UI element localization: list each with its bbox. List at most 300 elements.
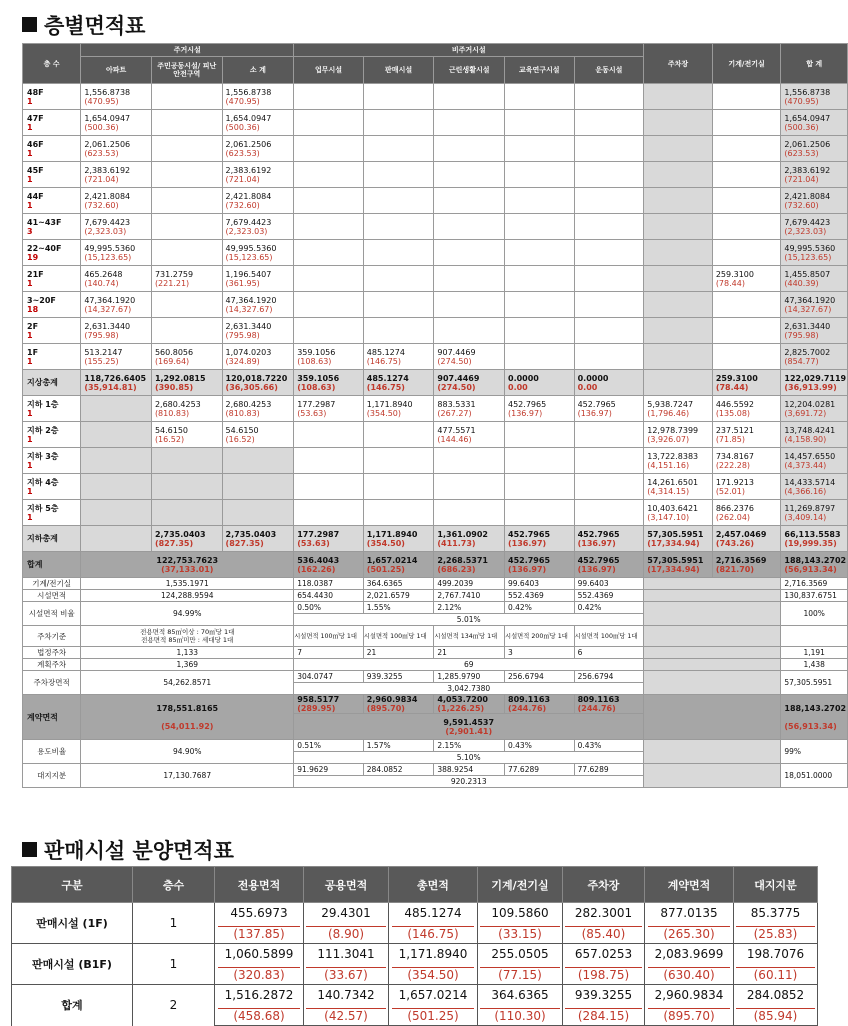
table-cell bbox=[505, 214, 575, 240]
table-cell bbox=[81, 500, 152, 526]
table-cell bbox=[81, 526, 152, 552]
table-cell: 99% bbox=[781, 740, 848, 764]
cell-value: 188,143.2702 bbox=[784, 555, 847, 565]
header-col: 주차장 bbox=[563, 867, 645, 903]
grand-total-row bbox=[23, 552, 848, 578]
table-cell bbox=[389, 964, 478, 985]
floor-label bbox=[23, 266, 81, 292]
table-cell bbox=[644, 214, 713, 240]
table-cell: 3,042.7380 bbox=[294, 683, 644, 695]
cell-value: (78.44) bbox=[715, 382, 749, 392]
table-cell: 304.0747 bbox=[294, 671, 364, 683]
header-group-nonresidential: 비주거시설 bbox=[294, 44, 644, 57]
table-cell: 1,171.8940 bbox=[389, 944, 478, 965]
table-cell bbox=[505, 695, 575, 714]
table-cell bbox=[81, 626, 294, 647]
floor-count: 1 bbox=[27, 512, 33, 522]
floor-name: 41~43F bbox=[27, 217, 62, 227]
table-cell bbox=[363, 292, 434, 318]
table-cell bbox=[389, 923, 478, 944]
table-cell bbox=[151, 318, 222, 344]
table-cell bbox=[294, 474, 364, 500]
table-cell bbox=[505, 448, 575, 474]
cell-value: (265.30) bbox=[648, 926, 730, 941]
cell-value: (274.50) bbox=[437, 382, 476, 392]
cell-value: (4,366.16) bbox=[784, 486, 827, 496]
table-cell: 552.4369 bbox=[574, 590, 644, 602]
table-cell bbox=[645, 1005, 734, 1026]
header-col: 주민공동시설/ 피난안전구역 bbox=[151, 57, 222, 84]
table-cell bbox=[505, 188, 575, 214]
table-cell bbox=[81, 188, 152, 214]
cell-value: 2,457.0469 bbox=[715, 529, 767, 539]
table-cell: 2.15% bbox=[434, 740, 505, 752]
floor-count: 1 bbox=[27, 174, 33, 184]
table-cell bbox=[294, 188, 364, 214]
table-cell bbox=[781, 695, 848, 740]
cell-value: 1,654.0947 bbox=[225, 113, 272, 123]
cell-value: 446.5592 bbox=[715, 399, 754, 409]
table-cell: 256.6794 bbox=[505, 671, 575, 683]
cell-value: 1,361.0902 bbox=[437, 529, 488, 539]
summary-label: 용도비율 bbox=[23, 740, 81, 764]
cell-value: 809.1163 bbox=[508, 695, 551, 704]
cell-value: 513.2147 bbox=[84, 347, 123, 357]
table-cell bbox=[363, 240, 434, 266]
cell-value: (155.25) bbox=[84, 356, 119, 366]
contract-row bbox=[23, 695, 848, 714]
cell-value: 866.2376 bbox=[715, 503, 754, 513]
table-cell bbox=[151, 526, 222, 552]
cell-value: 47,364.1920 bbox=[84, 295, 136, 305]
header-col: 업무시설 bbox=[294, 57, 364, 84]
cell-value: (686.23) bbox=[437, 564, 476, 574]
summary-label: 계획주차 bbox=[23, 659, 81, 671]
summary-label: 주차기준 bbox=[23, 626, 81, 647]
table-cell bbox=[644, 162, 713, 188]
table-cell bbox=[644, 695, 781, 740]
table-cell: 2.12% bbox=[434, 602, 505, 614]
cell-value: 1,455.8507 bbox=[784, 269, 831, 279]
table-cell bbox=[712, 552, 781, 578]
cell-value: 1,171.8940 bbox=[366, 399, 413, 409]
table-cell bbox=[434, 110, 505, 136]
cell-value: (3,147.10) bbox=[647, 512, 690, 522]
cell-value: 452.7965 bbox=[508, 529, 551, 539]
table-cell bbox=[712, 500, 781, 526]
cell-value: (721.04) bbox=[84, 174, 119, 184]
table-cell bbox=[363, 695, 434, 714]
table-cell bbox=[712, 448, 781, 474]
cell-value: (16.52) bbox=[225, 434, 255, 444]
table-cell: 255.0505 bbox=[478, 944, 563, 965]
cell-value: 13,722.8383 bbox=[647, 451, 699, 461]
cell-value: 2,631.3440 bbox=[225, 321, 272, 331]
table-cell bbox=[574, 318, 644, 344]
table-cell: 485.1274 bbox=[389, 903, 478, 924]
header-floor: 층 수 bbox=[23, 44, 81, 84]
table-cell bbox=[781, 162, 848, 188]
floor-name: 47F bbox=[27, 113, 44, 123]
table-cell: 1,191 bbox=[781, 647, 848, 659]
cell-value: (17,334.94) bbox=[647, 564, 700, 574]
cell-value: (56,913.34) bbox=[784, 564, 837, 574]
cell-value: 0.0000 bbox=[577, 373, 609, 383]
floor-label bbox=[23, 474, 81, 500]
cell-value: 1,556.8738 bbox=[84, 87, 131, 97]
header-col: 계약면적 bbox=[645, 867, 734, 903]
cell-value: (262.04) bbox=[715, 512, 751, 522]
cell-value: (108.63) bbox=[297, 382, 336, 392]
summary-row bbox=[23, 590, 848, 602]
cell-value: (354.50) bbox=[392, 967, 474, 982]
table-row bbox=[12, 944, 818, 965]
cell-value: (110.30) bbox=[480, 1008, 559, 1023]
table-cell bbox=[434, 188, 505, 214]
table-cell bbox=[222, 266, 294, 292]
floor-count: 1 bbox=[27, 408, 33, 418]
cell-value: 7,679.4423 bbox=[84, 217, 131, 227]
table-cell bbox=[781, 344, 848, 370]
cell-value: (146.75) bbox=[366, 382, 405, 392]
table-cell: 499.2039 bbox=[434, 578, 505, 590]
cell-value: 12,978.7399 bbox=[647, 425, 699, 435]
table-cell bbox=[222, 136, 294, 162]
table-cell: 94.90% bbox=[81, 740, 294, 764]
table-cell bbox=[712, 422, 781, 448]
table-cell bbox=[505, 240, 575, 266]
cell-value: (3,409.14) bbox=[784, 512, 827, 522]
table-row bbox=[23, 240, 848, 266]
table-cell bbox=[363, 422, 434, 448]
cell-value: (721.04) bbox=[225, 174, 260, 184]
table-cell bbox=[644, 602, 781, 626]
summary-row bbox=[23, 578, 848, 590]
table-cell: 109.5860 bbox=[478, 903, 563, 924]
table-cell: 1,133 bbox=[81, 647, 294, 659]
table-cell bbox=[222, 214, 294, 240]
table-cell: 시설면적 100㎡당 1대 bbox=[363, 626, 434, 647]
table-cell bbox=[363, 552, 434, 578]
table-cell: 29.4301 bbox=[304, 903, 389, 924]
cell-value: (53.63) bbox=[297, 408, 327, 418]
cell-value: 2,680.4253 bbox=[154, 399, 201, 409]
table-cell bbox=[81, 695, 294, 740]
table-cell: 282.3001 bbox=[563, 903, 645, 924]
table-cell bbox=[222, 162, 294, 188]
table-cell bbox=[434, 448, 505, 474]
floor-count: 18 bbox=[27, 304, 39, 314]
table-cell bbox=[505, 474, 575, 500]
table-cell bbox=[294, 266, 364, 292]
floor-name: 46F bbox=[27, 139, 44, 149]
table-cell bbox=[151, 448, 222, 474]
table-cell bbox=[781, 266, 848, 292]
table-cell bbox=[222, 344, 294, 370]
row-label: 합계 bbox=[12, 985, 133, 1026]
summary-label: 기계/전기실 bbox=[23, 578, 81, 590]
cell-value: (4,158.90) bbox=[784, 434, 827, 444]
cell-value: (35,914.81) bbox=[84, 382, 137, 392]
table-cell: 100% bbox=[781, 602, 848, 626]
table-cell bbox=[781, 318, 848, 344]
table-cell bbox=[574, 500, 644, 526]
table-cell bbox=[215, 923, 304, 944]
header-col: 근린생활시설 bbox=[434, 57, 505, 84]
table-cell bbox=[644, 240, 713, 266]
table-cell bbox=[294, 84, 364, 110]
cell-value: (470.95) bbox=[784, 96, 819, 106]
cell-value: (501.25) bbox=[366, 564, 405, 574]
table-cell: 1,369 bbox=[81, 659, 294, 671]
cell-value: 1,657.0214 bbox=[366, 555, 418, 565]
cell-value: 188,143.2702 bbox=[784, 703, 847, 713]
cell-value: (1,226.25) bbox=[437, 704, 485, 713]
cell-value: (354.50) bbox=[366, 408, 402, 418]
summary-row bbox=[23, 647, 848, 659]
header-col: 전용면적 bbox=[215, 867, 304, 903]
total-label: 지하총계 bbox=[23, 526, 81, 552]
table-cell bbox=[712, 188, 781, 214]
square-bullet-icon bbox=[22, 17, 37, 32]
table-cell bbox=[434, 422, 505, 448]
table-cell bbox=[712, 292, 781, 318]
cell-value: (623.53) bbox=[84, 148, 119, 158]
table-cell bbox=[294, 162, 364, 188]
cell-value: (895.70) bbox=[648, 1008, 730, 1023]
cell-value: 2,383.6192 bbox=[84, 165, 131, 175]
table-cell: 1,438 bbox=[781, 659, 848, 671]
table-cell bbox=[434, 292, 505, 318]
table-cell bbox=[222, 474, 294, 500]
cell-value: 171.9213 bbox=[715, 477, 754, 487]
cell-value: 2,716.3569 bbox=[715, 555, 767, 565]
cell-value: 118,726.6405 bbox=[84, 373, 147, 383]
table-cell: 1,657.0214 bbox=[389, 985, 478, 1006]
floor-name: 3~20F bbox=[27, 295, 56, 305]
cell-value: 907.4469 bbox=[437, 373, 480, 383]
table-cell bbox=[505, 292, 575, 318]
table-cell: 99.6403 bbox=[505, 578, 575, 590]
floor-count: 1 bbox=[27, 356, 33, 366]
table-cell bbox=[81, 422, 152, 448]
table-cell bbox=[644, 422, 713, 448]
cell-value: 452.7965 bbox=[577, 555, 620, 565]
table-cell bbox=[294, 370, 364, 396]
cell-value: 2,061.2506 bbox=[225, 139, 272, 149]
table-cell bbox=[434, 162, 505, 188]
cell-value: (361.95) bbox=[225, 278, 260, 288]
table-cell bbox=[222, 448, 294, 474]
table-cell bbox=[505, 318, 575, 344]
table-cell bbox=[505, 370, 575, 396]
cell-value: (390.85) bbox=[154, 382, 194, 392]
floor-label bbox=[23, 110, 81, 136]
total-row bbox=[23, 526, 848, 552]
table-cell bbox=[505, 136, 575, 162]
table-cell bbox=[222, 396, 294, 422]
floor-label bbox=[23, 136, 81, 162]
cell-value: (743.26) bbox=[715, 538, 754, 548]
floor-count: 1 bbox=[27, 460, 33, 470]
cell-value: 2,421.8084 bbox=[225, 191, 272, 201]
table-cell bbox=[363, 370, 434, 396]
cell-value: (354.50) bbox=[366, 538, 405, 548]
table-cell bbox=[363, 84, 434, 110]
cell-value: (144.46) bbox=[437, 434, 472, 444]
cell-value: (146.75) bbox=[366, 356, 402, 366]
cell-value: 2,631.3440 bbox=[784, 321, 831, 331]
table-cell bbox=[151, 500, 222, 526]
table-cell bbox=[294, 292, 364, 318]
spacer bbox=[83, 713, 291, 722]
row-label: 판매시설 (1F) bbox=[12, 903, 133, 944]
table-cell bbox=[644, 647, 781, 659]
table-cell bbox=[81, 318, 152, 344]
table-cell: 455.6973 bbox=[215, 903, 304, 924]
table-cell: 124,288.9594 bbox=[81, 590, 294, 602]
cell-value: (411.73) bbox=[437, 538, 476, 548]
table-cell bbox=[294, 110, 364, 136]
cell-value: 2,421.8084 bbox=[784, 191, 831, 201]
table-cell: 0.42% bbox=[574, 602, 644, 614]
floor-label bbox=[23, 188, 81, 214]
table-cell bbox=[574, 422, 644, 448]
table-cell bbox=[294, 214, 364, 240]
cell-value: (2,323.03) bbox=[84, 226, 127, 236]
table-cell: 1,516.2872 bbox=[215, 985, 304, 1006]
table-cell bbox=[563, 964, 645, 985]
cell-value: 7,679.4423 bbox=[784, 217, 831, 227]
table-cell bbox=[644, 448, 713, 474]
cell-value: (795.98) bbox=[784, 330, 819, 340]
table-cell bbox=[644, 344, 713, 370]
header-col: 기계/전기실 bbox=[478, 867, 563, 903]
cell-value: (140.74) bbox=[84, 278, 119, 288]
cell-value: 13,748.4241 bbox=[784, 425, 836, 435]
header-col: 교육연구시설 bbox=[505, 57, 575, 84]
cell-value: 485.1274 bbox=[366, 347, 405, 357]
cell-value: (630.40) bbox=[648, 967, 730, 982]
table-cell bbox=[781, 422, 848, 448]
cell-value: 477.5571 bbox=[437, 425, 476, 435]
table-cell bbox=[644, 370, 713, 396]
cell-value: (19,999.35) bbox=[784, 538, 837, 548]
table-cell bbox=[505, 500, 575, 526]
cell-value: 2,825.7002 bbox=[784, 347, 831, 357]
cell-value: 452.7965 bbox=[577, 399, 616, 409]
cell-value: 57,305.5951 bbox=[647, 529, 704, 539]
cell-value: (500.36) bbox=[84, 122, 119, 132]
cell-value: (37,133.01) bbox=[161, 564, 214, 574]
cell-value: (284.15) bbox=[565, 1008, 642, 1023]
table-cell bbox=[644, 266, 713, 292]
cell-value: 2,735.0403 bbox=[154, 529, 206, 539]
table-cell bbox=[222, 240, 294, 266]
table-cell bbox=[389, 1005, 478, 1026]
table-row bbox=[23, 110, 848, 136]
table-cell bbox=[644, 188, 713, 214]
table-cell bbox=[574, 214, 644, 240]
table-cell: 2,716.3569 bbox=[781, 578, 848, 590]
table-cell: 130,837.6751 bbox=[781, 590, 848, 602]
table-cell bbox=[294, 344, 364, 370]
cell-value: 10,403.6421 bbox=[647, 503, 699, 513]
summary-label: 시설면적 비율 bbox=[23, 602, 81, 626]
cell-value: (501.25) bbox=[392, 1008, 474, 1023]
table-cell bbox=[363, 318, 434, 344]
cell-value: 2,061.2506 bbox=[84, 139, 131, 149]
table-cell bbox=[434, 266, 505, 292]
table-cell bbox=[434, 396, 505, 422]
table-cell bbox=[563, 923, 645, 944]
table-cell: 1,060.5899 bbox=[215, 944, 304, 965]
table-cell: 시설면적 134㎡당 1대 bbox=[434, 626, 505, 647]
cell-value: 452.7965 bbox=[508, 399, 547, 409]
table-cell bbox=[434, 136, 505, 162]
table-cell: 1.57% bbox=[363, 740, 434, 752]
table-cell bbox=[151, 344, 222, 370]
table-cell bbox=[781, 396, 848, 422]
cell-value: (136.97) bbox=[577, 564, 616, 574]
table-cell bbox=[712, 344, 781, 370]
table-cell bbox=[781, 552, 848, 578]
table-cell bbox=[222, 188, 294, 214]
table-cell bbox=[712, 474, 781, 500]
table-cell bbox=[645, 964, 734, 985]
floor-count: 1 bbox=[27, 278, 33, 288]
cell-value: (810.83) bbox=[225, 408, 260, 418]
cell-value: (162.26) bbox=[297, 564, 336, 574]
cell-value: (274.50) bbox=[437, 356, 472, 366]
table-cell bbox=[712, 162, 781, 188]
floor-name: 지하 5층 bbox=[27, 503, 59, 513]
cell-value: 2,383.6192 bbox=[784, 165, 831, 175]
table-cell bbox=[574, 552, 644, 578]
cell-value: (15,123.65) bbox=[784, 252, 832, 262]
table-cell: 0.43% bbox=[574, 740, 644, 752]
table-cell bbox=[151, 84, 222, 110]
row-label: 판매시설 (B1F) bbox=[12, 944, 133, 985]
table-cell: 5.01% bbox=[294, 614, 644, 626]
table-cell bbox=[781, 292, 848, 318]
table-cell: 654.4430 bbox=[294, 590, 364, 602]
table-cell: 552.4369 bbox=[505, 590, 575, 602]
table-cell bbox=[151, 396, 222, 422]
table-cell: 0.51% bbox=[294, 740, 364, 752]
cell-value: 536.4043 bbox=[297, 555, 340, 565]
table-cell: 1,285.9790 bbox=[434, 671, 505, 683]
cell-value: 14,457.6550 bbox=[784, 451, 836, 461]
floor-name: 45F bbox=[27, 165, 44, 175]
table-cell bbox=[644, 292, 713, 318]
table-cell bbox=[363, 110, 434, 136]
table-cell bbox=[81, 110, 152, 136]
table-cell: 111.3041 bbox=[304, 944, 389, 965]
table-cell: 877.0135 bbox=[645, 903, 734, 924]
cell-value: (4,373.44) bbox=[784, 460, 827, 470]
table-cell: 0.42% bbox=[505, 602, 575, 614]
cell-value: 2,421.8084 bbox=[84, 191, 131, 201]
table-row bbox=[23, 396, 848, 422]
table-row bbox=[12, 985, 818, 1006]
table-cell bbox=[304, 1005, 389, 1026]
table-cell: 657.0253 bbox=[563, 944, 645, 965]
cell-value: 452.7965 bbox=[577, 529, 620, 539]
cell-value: 485.1274 bbox=[366, 373, 409, 383]
table-cell bbox=[434, 214, 505, 240]
cell-value: (895.70) bbox=[366, 704, 405, 713]
